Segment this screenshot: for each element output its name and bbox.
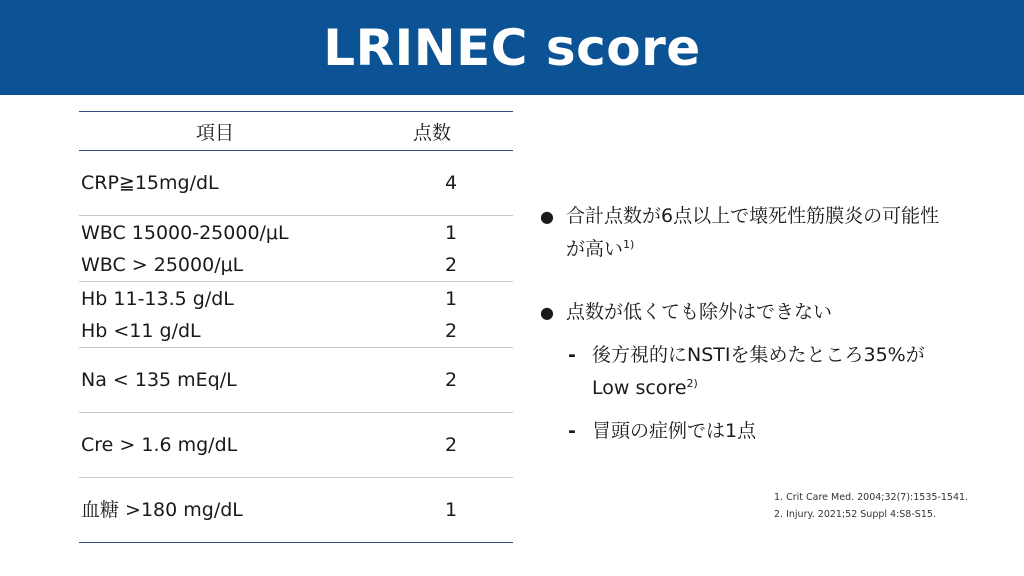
row-points: 2 xyxy=(444,434,458,456)
row-item: Cre > 1.6 mg/dL xyxy=(81,434,238,456)
table-row xyxy=(79,413,513,478)
bullet-dot: ● xyxy=(540,303,554,322)
sub-bullet-text: 後方視的にNSTIを集めたところ35%が xyxy=(592,344,925,366)
reference-item: 2. Injury. 2021;52 Suppl 4:S8-S15. xyxy=(774,509,936,520)
header-points: 点数 xyxy=(351,112,513,151)
title-banner xyxy=(0,0,1024,95)
header-item: 項目 xyxy=(79,112,351,151)
row-item: WBC 15000-25000/μL xyxy=(81,221,289,244)
row-points: 1 xyxy=(444,499,458,521)
row-item: WBC > 25000/μL xyxy=(81,253,244,276)
row-points: 2 xyxy=(444,369,458,391)
row-item: Na < 135 mEq/L xyxy=(81,369,237,391)
bullet-item xyxy=(536,296,1006,329)
table-row xyxy=(79,348,513,413)
row-points: 2 xyxy=(444,253,458,276)
row-item: Hb 11-13.5 g/dL xyxy=(81,287,234,310)
row-points: 2 xyxy=(444,319,458,342)
lrinec-table xyxy=(79,111,513,543)
bullet-dot: ● xyxy=(540,207,554,226)
table-row xyxy=(79,478,513,543)
reference-item: 1. Crit Care Med. 2004;32(7):1535-1541. xyxy=(774,492,969,503)
row-item: 血糖 >180 mg/dL xyxy=(81,499,243,521)
bullet-text: が高い xyxy=(566,238,624,260)
sub-bullet-dash: - xyxy=(568,420,576,442)
references xyxy=(774,489,968,523)
sub-bullet-dash: - xyxy=(568,344,576,366)
row-points: 1 xyxy=(444,221,458,244)
slide-title: LRINEC score xyxy=(323,18,701,77)
row-item: Hb <11 g/dL xyxy=(81,319,201,342)
table-row xyxy=(79,151,513,216)
sub-bullet-item xyxy=(536,339,1006,405)
table-row xyxy=(79,282,513,348)
sub-bullet-item xyxy=(536,415,1006,448)
bullet-item xyxy=(536,200,1006,266)
citation-mark: 1) xyxy=(623,238,635,251)
bullet-list xyxy=(536,200,1006,448)
citation-mark: 2) xyxy=(686,377,698,390)
table-header-row xyxy=(79,112,513,151)
bullet-text: 合計点数が6点以上で壊死性筋膜炎の可能性 xyxy=(566,205,940,227)
bullet-text: 点数が低くても除外はできない xyxy=(566,301,833,323)
row-points: 4 xyxy=(444,172,458,194)
table-row xyxy=(79,216,513,282)
sub-bullet-text: 冒頭の症例では1点 xyxy=(592,420,757,442)
row-points: 1 xyxy=(444,287,458,310)
sub-bullet-text: Low score xyxy=(592,377,687,399)
row-item: CRP≧15mg/dL xyxy=(81,172,219,194)
